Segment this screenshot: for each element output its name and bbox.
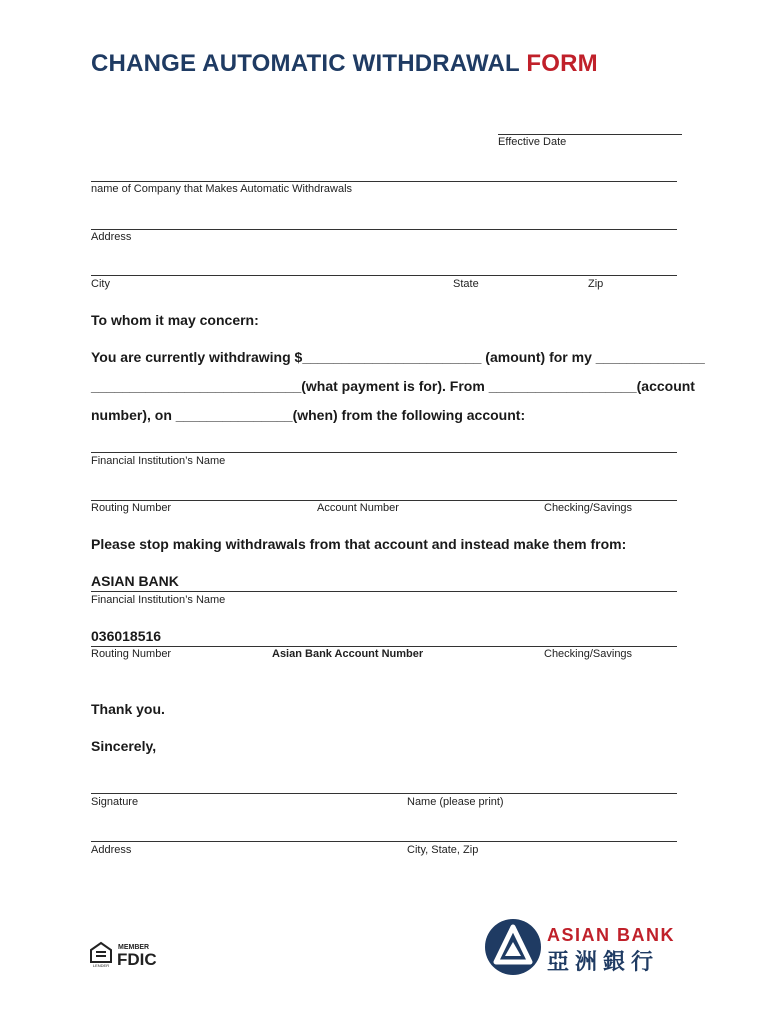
logo-chinese-text: 亞洲銀行 [547,950,660,975]
routing-account-line-1[interactable] [91,500,677,501]
asian-account-label: Asian Bank Account Number [272,648,424,660]
sig-address-label: Address [91,844,132,856]
form-title-accent: FORM [526,50,598,77]
fi-name-line-1[interactable] [91,452,677,453]
bank-name-value: ASIAN BANK [91,573,179,589]
fdic-member-text: MEMBER [118,944,150,951]
company-address-label: Address [91,231,132,243]
fi-name-line-2[interactable] [91,591,677,592]
fdic-logo [90,940,160,968]
zip-label: Zip [588,278,604,290]
thanks-text: Thank you. [91,701,165,717]
routing-number-value: 036018516 [91,628,162,644]
checking-label-1: Checking/Savings [544,502,633,514]
city-state-zip-label: City, State, Zip [407,844,479,856]
sig-address-line[interactable] [91,841,677,842]
fi-name-label-2: Financial Institution’s Name [91,594,226,606]
effective-date-line[interactable] [498,134,682,135]
paragraph-line-3: number), on _______________(when) from the following account: [91,407,526,423]
company-address-line[interactable] [91,229,677,230]
company-name-label: name of Company that Makes Automatic Withdrawals [91,183,353,195]
equal-housing-text: LENDER [92,963,110,968]
account-label-1: Account Number [317,502,399,514]
state-label: State [453,278,479,290]
signature-label: Signature [91,796,139,808]
city-state-zip-line[interactable] [91,275,677,276]
equal-housing-icon [90,940,160,968]
signature-line[interactable] [91,793,677,794]
greeting: To whom it may concern: [91,312,259,328]
form-title-main: CHANGE AUTOMATIC WITHDRAWAL [91,50,527,77]
fdic-text: FDIC [117,950,157,968]
company-name-line[interactable] [91,181,677,182]
routing-account-line-2[interactable] [91,646,677,647]
city-label: City [91,278,110,290]
paragraph-line-1: You are currently withdrawing $_______________________ (amount) for my ______________ [91,349,705,365]
effective-date-label: Effective Date [498,136,567,148]
closing-text: Sincerely, [91,738,157,754]
checking-label-2: Checking/Savings [544,648,633,660]
routing-label-1: Routing Number [91,502,172,514]
logo-text: ASIAN BANK [547,925,676,945]
asian-bank-logo-icon [484,918,680,976]
name-print-label: Name (please print) [407,796,504,808]
asian-bank-logo [484,918,680,976]
routing-label-2: Routing Number [91,648,172,660]
paragraph-line-2: ___________________________(what payment is for). From ___________________(account [91,378,695,394]
instruction-text: Please stop making withdrawals from that account and instead make them from: [91,536,627,552]
fi-name-label-1: Financial Institution’s Name [91,455,226,467]
form-title [91,50,598,78]
